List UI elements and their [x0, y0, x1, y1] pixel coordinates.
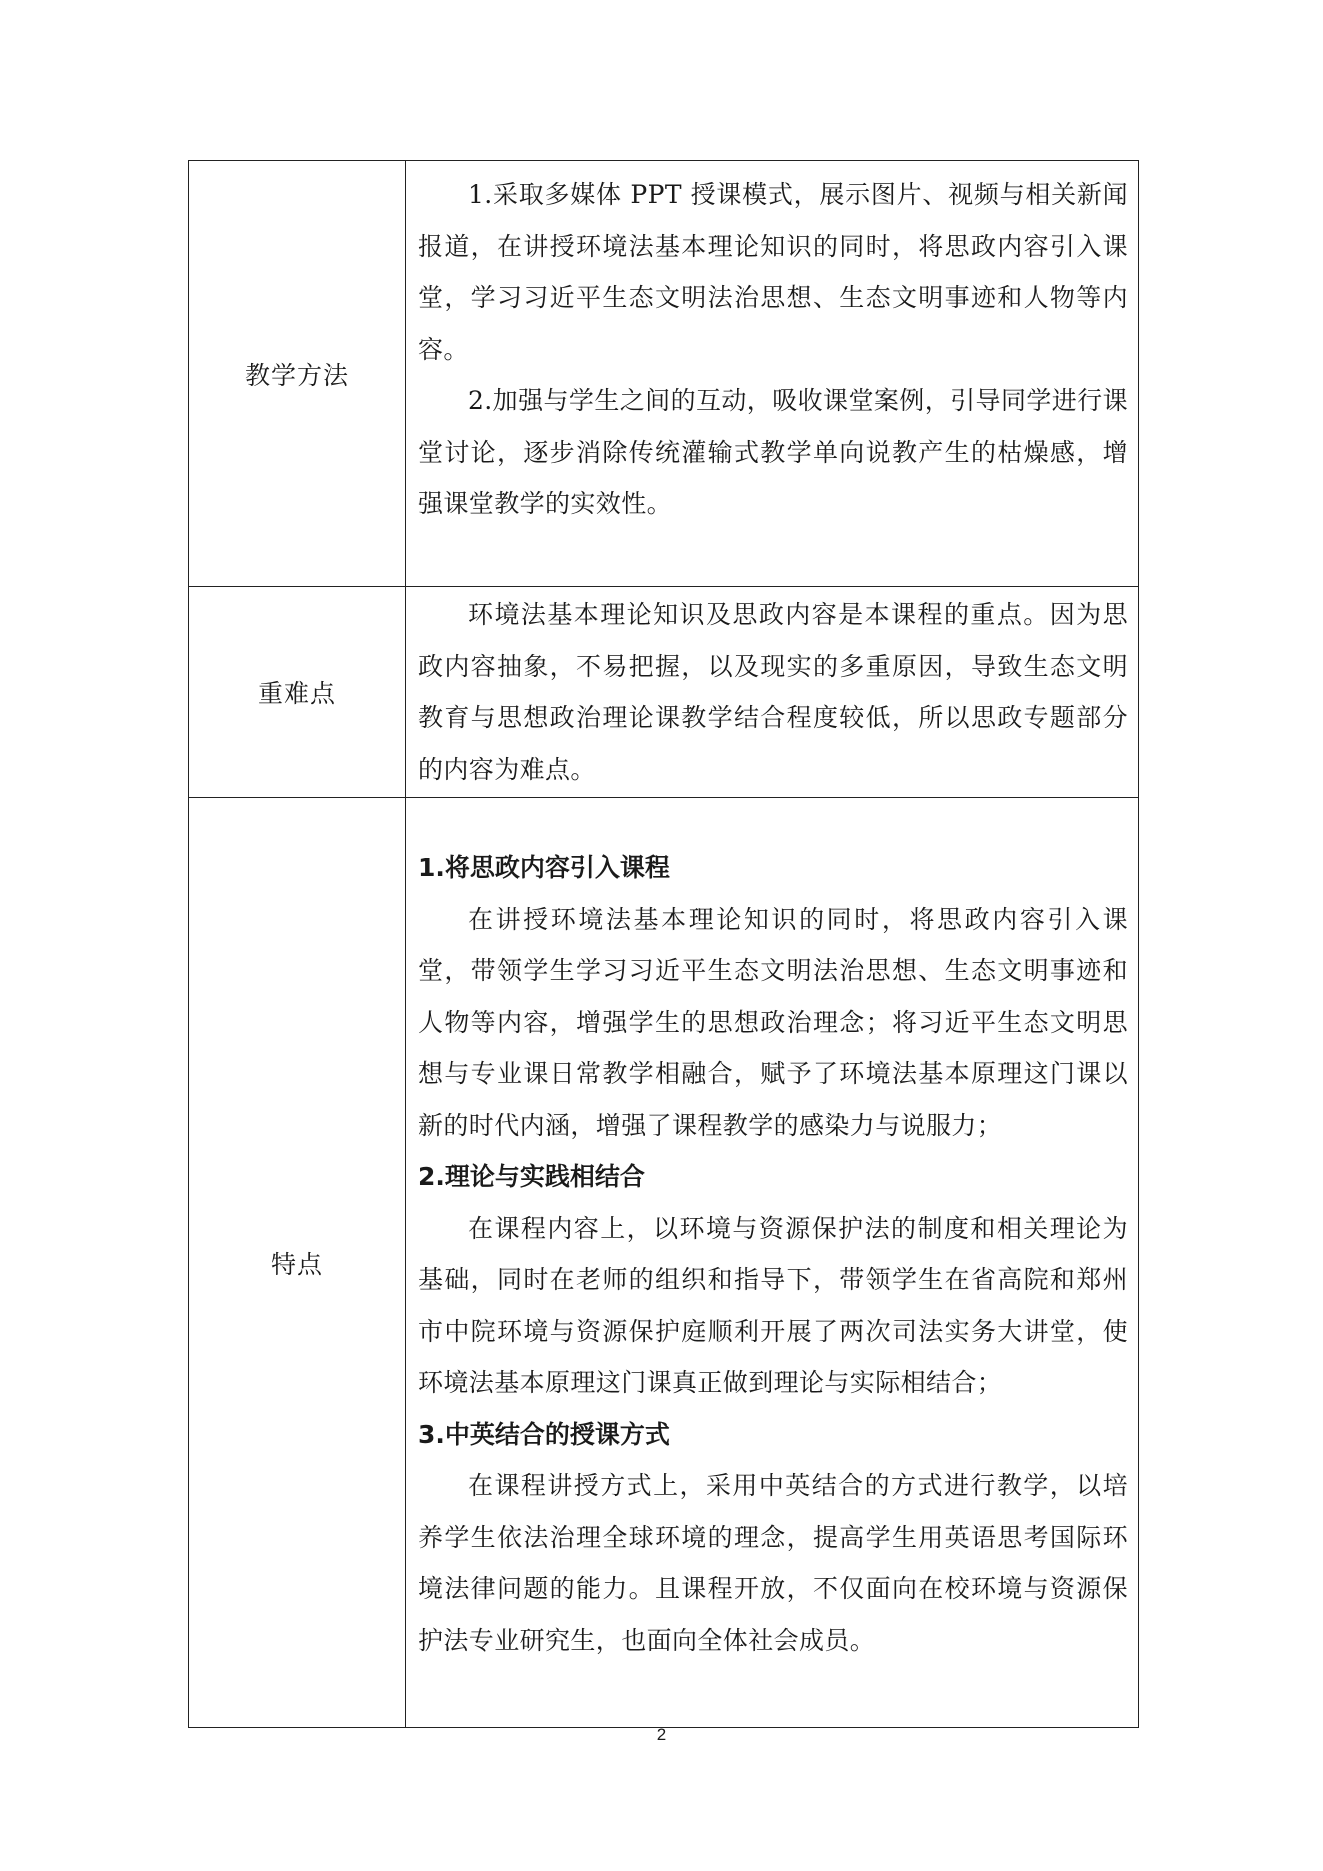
- section-heading: 1.将思政内容引入课程: [418, 853, 670, 882]
- page-number: 2: [656, 1725, 667, 1744]
- paragraph: 在讲授环境法基本理论知识的同时，将思政内容引入课堂，带领学生学习习近平生态文明法治思想、生态文明事迹和人物等内容，增强学生的思想政治理念；将习近平生态文明思想与专业课日常教学相融合，赋予了环境法基本原理这门课以新的时代内涵，增强了课程教学的感染力与说服力；: [418, 904, 1128, 1140]
- course-info-table: [188, 160, 1139, 1728]
- paragraph: 环境法基本理论知识及思政内容是本课程的重点。因为思政内容抽象，不易把握，以及现实的多重原因，导致生态文明教育与思想政治理论课教学结合程度较低，所以思政专题部分的内容为难点。: [418, 600, 1128, 784]
- table-row-features: [189, 798, 1139, 1728]
- paragraph: 在课程内容上，以环境与资源保护法的制度和相关理论为基础，同时在老师的组织和指导下，带领学生在省高院和郑州市中院环境与资源保护庭顺利开展了两次司法实务大讲堂，使环境法基本原理这门课真正做到理论与实际相结合；: [418, 1213, 1128, 1397]
- row-content: [406, 161, 1139, 587]
- row-label: 教学方法: [189, 161, 406, 587]
- section-heading: 3.中英结合的授课方式: [418, 1419, 670, 1449]
- section-heading: 2.理论与实践相结合: [418, 1162, 645, 1191]
- table-row-key-difficulties: [189, 587, 1139, 798]
- paragraph: 2.加强与学生之间的互动，吸收课堂案例，引导同学进行课堂讨论，逐步消除传统灌输式教学单向说教产生的枯燥感，增强课堂教学的实效性。: [418, 386, 1128, 518]
- row-content: [406, 587, 1139, 798]
- paragraph: 1.采取多媒体 PPT 授课模式，展示图片、视频与相关新闻报道，在讲授环境法基本理论知识的同时，将思政内容引入课堂，学习习近平生态文明法治思想、生态文明事迹和人物等内容。: [418, 180, 1128, 364]
- table-row-teaching-methods: [189, 161, 1139, 587]
- paragraph: 在课程讲授方式上，采用中英结合的方式进行教学，以培养学生依法治理全球环境的理念，提高学生用英语思考国际环境法律问题的能力。且课程开放，不仅面向在校环境与资源保护法专业研究生，也面向全体社会成员。: [418, 1471, 1128, 1655]
- row-label: 特点: [189, 798, 406, 1728]
- row-label: 重难点: [189, 587, 406, 798]
- row-content: [406, 798, 1139, 1728]
